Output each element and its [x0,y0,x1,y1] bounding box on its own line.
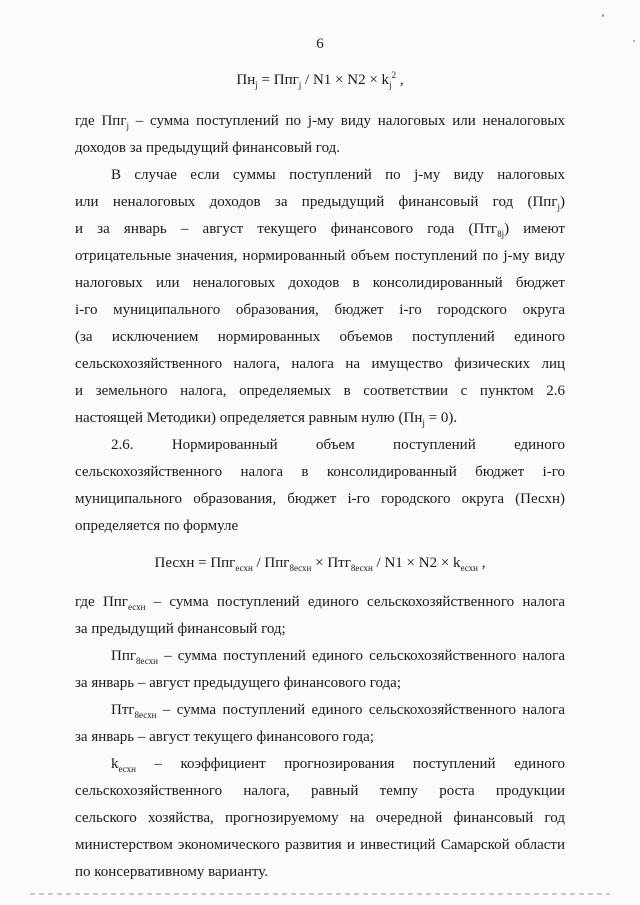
formula-normative-volume [0,72,640,89]
line-part: – сумма поступлений единого сельскохозяйственного налога [145,594,565,610]
line-subscript: j [557,202,560,212]
line-subscript: 8есхн [134,710,157,720]
text-line [111,646,565,666]
text-line [75,192,565,212]
text-line: сельскохозяйственного налога, налога на имущество физических лиц [75,356,565,372]
text-line: муниципального образования, бюджет i-го городского округа (Песхн) [75,491,565,507]
scan-speck [633,40,635,42]
line-part: – коэффициент прогнозирования поступлений единого [135,756,565,772]
line-part: – сумма поступлений по j-му виду налоговых или неналоговых [129,113,565,129]
formula-subscript: 8есхн [289,563,312,573]
text-line: за январь – август предыдущего финансового года; [75,675,401,691]
line-part: где Ппг [75,113,127,129]
text-line: за январь – август текущего финансового года; [75,729,374,745]
text-line [75,408,565,428]
formula-part: , [477,555,486,571]
formula-subscript: есхн [460,563,478,573]
scan-speck [602,14,604,17]
text-line [75,219,565,239]
formula-superscript: 2 [391,70,397,80]
formula-subscript: j [298,80,302,90]
line-subscript: 8j [497,229,505,239]
formula-part: × Птг [311,555,351,571]
formula-subscript: j [389,80,392,90]
text-line: сельскохозяйственного налога, равный темпу роста продукции [75,783,565,799]
formula-subscript: есхн [235,563,253,573]
text-line [75,111,565,131]
line-part: настоящей Методики) определяется равным нулю (Пн [75,410,423,426]
line-part: = 0). [424,410,458,426]
line-part: – сумма поступлений единого сельскохозяйственного налога [156,702,565,718]
formula-esxn-volume [0,555,640,572]
text-line [75,592,565,612]
text-line: i-го муниципального образования, бюджет i-го городского округа [75,302,565,318]
text-line [111,700,565,720]
formula-part: / N1 × N2 × k [372,555,461,571]
formula-subscript: j [255,80,258,90]
text-line: по консервативному варианту. [75,864,268,880]
formula-part: Песхн = Ппг [154,555,236,571]
line-part: k [111,756,119,772]
text-line: сельскохозяйственного налога в консолидированный бюджет i-го [75,464,565,480]
line-subscript: 8есхн [136,656,158,666]
text-line: налоговых или неналоговых доходов в консолидированный бюджет [75,275,565,291]
text-line: доходов за предыдущий финансовый год. [75,140,341,156]
line-subscript: j [422,418,425,428]
line-part: – сумма поступлений единого сельскохозяйственного налога [157,648,565,664]
text-line: сельского хозяйства, прогнозируемому на очередной финансовый год [75,810,565,826]
formula-part: Пн [236,72,256,88]
formula-part: = Ппг [257,72,299,88]
section-heading-2-6: 2.6. Нормированный объем поступлений единого [111,437,565,453]
text-line: (за исключением нормированных объемов поступлений единого [75,329,565,345]
line-part: ) имеют [504,221,565,237]
line-part: Птг [111,702,135,718]
line-subscript: j [126,121,129,131]
text-line [111,754,565,774]
scan-bottom-edge [30,893,610,895]
line-part: ) [560,194,565,210]
text-line: определяется по формуле [75,518,239,534]
text-line: отрицательные значения, нормированный объем поступлений по j-му виду [75,248,565,264]
line-part: где Ппг [75,594,128,610]
text-line: за предыдущий финансовый год; [75,621,286,637]
formula-part: / Ппг [252,555,290,571]
text-line: и земельного налога, определяемых в соответствии с пунктом 2.6 [75,383,565,399]
formula-part: / N1 × N2 × k [301,72,390,88]
line-part: или неналоговых доходов за предыдущий финансовый год (Ппг [75,194,558,210]
line-part: Ппг [111,648,137,664]
line-subscript: есхн [127,602,146,612]
line-subscript: есхн [118,764,136,774]
text-line: В случае если суммы поступлений по j-му виду налоговых [111,167,565,183]
text-line: министерством экономического развития и инвестиций Самарской области [75,837,565,853]
formula-subscript: 8есхн [350,563,373,573]
line-part: и за январь – август текущего финансового года (Птг [75,221,498,237]
formula-part: , [396,72,404,88]
page-number: 6 [316,36,324,52]
